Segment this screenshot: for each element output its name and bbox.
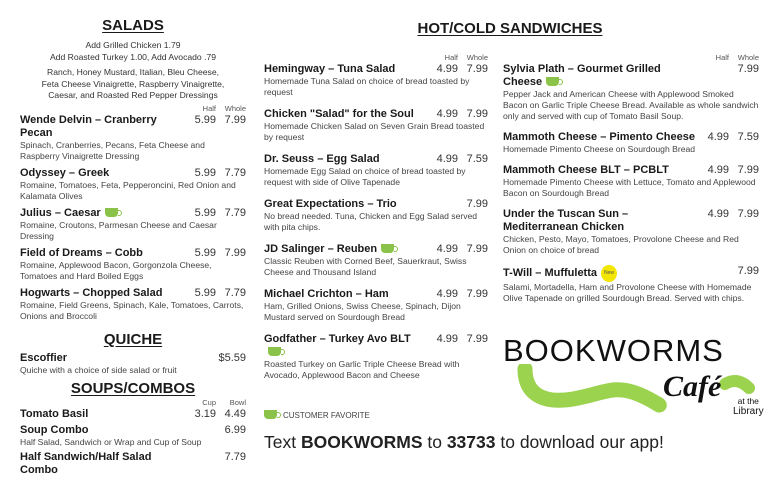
item-name-row [20, 114, 246, 140]
menu-item [20, 167, 246, 202]
whole-price: 7.59 [466, 153, 488, 165]
menu-item [20, 451, 246, 477]
item-name-text: Soup Combo [20, 423, 89, 436]
menu-item [264, 153, 488, 188]
app-download-banner [264, 432, 664, 453]
half-price: 3.19 [194, 407, 216, 420]
soups-heading: SOUPS/COMBOS [70, 379, 196, 397]
salads-whole-header: Whole [224, 103, 246, 113]
addon-note: Add Roasted Turkey 1.00, Add Avocado .79 [49, 51, 217, 62]
half-price: 4.99 [436, 63, 458, 75]
item-name-text: JD Salinger – Reuben [264, 243, 378, 255]
item-description: Homemade Pimento Cheese on Sourdough Bread [503, 144, 696, 154]
legend-label: CUSTOMER FAVORITE [283, 411, 370, 420]
sandwiches-half-header: Half [444, 53, 458, 62]
whole-price: 7.99 [737, 63, 759, 75]
item-name-row [503, 131, 759, 144]
half-price: 4.99 [436, 153, 458, 165]
menu-item [264, 288, 488, 323]
menu-item [503, 164, 759, 199]
menu-item [503, 265, 759, 304]
item-name-row [264, 153, 488, 166]
item-name-row [503, 208, 759, 234]
customer-favorite-legend [264, 410, 370, 421]
item-name-row [264, 198, 488, 211]
menu-item [20, 114, 246, 162]
item-name-text: Chicken "Salad" for the Soul [264, 108, 414, 120]
dressing-note: Ranch, Honey Mustard, Italian, Bleu Cheese, [47, 67, 219, 77]
item-name-row [20, 408, 246, 421]
item-description: Salami, Mortadella, Ham and Provolone Cheese with Homemade Olive Tapenade on grilled Sourdough Bread. Served with chips. [503, 282, 752, 303]
customer-favorite-cup-icon [381, 244, 394, 253]
item-name-text: Mammoth Cheese – Pimento Cheese [503, 131, 695, 143]
whole-price: 7.79 [224, 206, 246, 219]
item-name-text: Under the Tuscan Sun – Mediterranean Chicken [503, 208, 629, 233]
new-badge: New [601, 265, 617, 282]
item-name-text: Field of Dreams – Cobb [20, 246, 143, 259]
item-name [20, 451, 186, 477]
whole-price: 7.99 [737, 265, 759, 277]
menu-item [264, 243, 488, 278]
item-description: Homemade Chicken Salad on Seven Grain Bread toasted by request [264, 121, 485, 142]
menu-item [20, 424, 246, 448]
item-description: Classic Reuben with Corned Beef, Sauerkraut, Swiss Cheese and Thousand Island [264, 256, 467, 277]
footer-shortcode: 33733 [446, 432, 496, 452]
addon-note: Add Grilled Chicken 1.79 [85, 40, 181, 50]
item-name [20, 352, 186, 365]
item-name [503, 265, 699, 282]
salads-heading: SALADS [102, 17, 164, 34]
footer-text: to download our app! [495, 432, 664, 452]
item-description: Homemade Pimento Cheese with Lettuce, Tomato and Applewood Bacon on Sourdough Bread [503, 177, 756, 198]
logo-at-the: at the [737, 396, 759, 406]
item-name-row [20, 352, 246, 365]
item-name-row [503, 63, 759, 89]
item-description: Romaine, Croutons, Parmesan Cheese and Caesar Dressing [20, 219, 217, 241]
whole-price: 7.99 [224, 113, 246, 126]
logo-wordmark: BOOKWORMS [503, 333, 724, 368]
left-column [20, 17, 246, 480]
half-price: 5.99 [194, 113, 216, 126]
item-name-text: Sylvia Plath – Gourmet Grilled Cheese [503, 63, 661, 88]
whole-price: 7.79 [224, 286, 246, 299]
half-price: 4.99 [707, 131, 729, 143]
item-description: Chicken, Pesto, Mayo, Tomatoes, Provolone Cheese and Red Onion on choice of bread [503, 234, 739, 255]
logo-cafe: Café [663, 370, 722, 403]
right-column [503, 53, 759, 313]
item-name-row [264, 108, 488, 121]
whole-price: 7.99 [737, 208, 759, 220]
menu-item [20, 247, 246, 282]
half-price: 4.99 [436, 243, 458, 255]
menu-item [20, 352, 246, 376]
item-name-row [20, 424, 246, 437]
menu-item [20, 207, 246, 242]
quiche-heading: QUICHE [103, 330, 163, 348]
item-description: No bread needed. Tuna, Chicken and Egg Salad served with pita chips. [264, 211, 478, 232]
item-name [264, 288, 428, 301]
item-name-text: Escoffier [20, 351, 68, 364]
item-description: Romaine, Field Greens, Spinach, Kale, Tomatoes, Carrots, Onions and Broccoli [20, 299, 244, 321]
sandwiches-heading: HOT/COLD SANDWICHES [417, 20, 603, 37]
item-name [503, 164, 699, 177]
item-name-text: Hemingway – Tuna Salad [264, 63, 396, 75]
item-name-text: Tomato Basil [20, 407, 89, 420]
item-name-text: Half Sandwich/Half Salad Combo [20, 450, 152, 476]
item-name [264, 198, 428, 211]
whole-price: 7.99 [466, 108, 488, 120]
item-name [20, 408, 186, 421]
item-name-row [503, 265, 759, 282]
soups-bowl-header: Bowl [229, 397, 246, 407]
whole-price: 7.99 [466, 198, 488, 210]
item-description: Romaine, Tomatoes, Feta, Pepperoncini, Red Onion and Kalamata Olives [20, 179, 236, 201]
bookworms-logo [503, 334, 773, 429]
half-price: 4.99 [436, 333, 458, 345]
item-name [20, 167, 186, 180]
soups-cup-header: Cup [202, 397, 216, 407]
item-name-text: Odyssey – Greek [20, 166, 110, 179]
customer-favorite-cup-icon [268, 347, 281, 356]
item-name [264, 63, 428, 76]
item-name-row [264, 333, 488, 359]
item-name-row [264, 63, 488, 76]
half-price: 5.99 [194, 246, 216, 259]
item-name [503, 208, 699, 234]
menu-item [264, 108, 488, 143]
item-description: Roasted Turkey on Garlic Triple Cheese Bread with Avocado, Applewood Bacon and Cheese [264, 359, 460, 380]
whole-price: 7.99 [466, 333, 488, 345]
item-description: Spinach, Cranberries, Pecans, Feta Cheese and Raspberry Vinaigrette Dressing [20, 139, 205, 161]
item-description: Romaine, Applewood Bacon, Gorgonzola Cheese, Tomatoes and Hard Boiled Eggs [20, 259, 212, 281]
customer-favorite-cup-icon [546, 77, 559, 86]
whole-price: 6.99 [224, 423, 246, 436]
item-name [20, 287, 186, 300]
item-name-row [264, 288, 488, 301]
whole-price: 7.99 [466, 288, 488, 300]
whole-price: 7.79 [224, 450, 246, 463]
half-price: 5.99 [194, 206, 216, 219]
center-column [264, 53, 488, 391]
item-name [20, 247, 186, 260]
item-description: Quiche with a choice of side salad or fruit [20, 364, 177, 375]
whole-price: 7.99 [224, 246, 246, 259]
dressing-note: Caesar, and Roasted Red Pepper Dressings [48, 90, 218, 100]
whole-price: 4.49 [224, 407, 246, 420]
whole-price: 7.99 [737, 164, 759, 176]
item-name-text: Mammoth Cheese BLT – PCBLT [503, 164, 669, 176]
item-name [20, 207, 186, 220]
customer-favorite-cup-icon [105, 208, 118, 217]
item-name-text: Hogwarts – Chopped Salad [20, 286, 163, 299]
menu-item [264, 63, 488, 98]
item-description: Half Salad, Sandwich or Wrap and Cup of Soup [20, 436, 202, 447]
footer-text: Text [264, 432, 301, 452]
logo-library: Library [733, 406, 764, 417]
item-description: Pepper Jack and American Cheese with Applewood Smoked Bacon on Garlic Triple Cheese Bread. Available as whole sandwich only and served with cup of Tomato Basil Soup. [503, 89, 759, 121]
item-name-text: Julius – Caesar [20, 206, 101, 219]
menu-item [20, 287, 246, 322]
item-name-row [20, 451, 246, 477]
whole-price: 7.79 [224, 166, 246, 179]
sandwiches-half-header-right: Half [715, 53, 729, 62]
half-price: 4.99 [707, 164, 729, 176]
salads-half-header: Half [202, 103, 216, 113]
menu-item [20, 408, 246, 421]
dressing-note: Feta Cheese Vinaigrette, Raspberry Vinaigrette, [41, 78, 225, 89]
item-name [20, 424, 186, 437]
soups-column-headers [20, 398, 246, 408]
item-name-row [20, 247, 246, 260]
salads-addons [20, 40, 246, 102]
half-price: 4.99 [436, 108, 458, 120]
item-description: Ham, Grilled Onions, Swiss Cheese, Spinach, Dijon Mustard served on Sourdough Bread [264, 301, 461, 322]
whole-price: $5.59 [218, 351, 246, 364]
item-name-text: T-Will – Muffuletta [503, 267, 598, 279]
item-name-row [503, 164, 759, 177]
item-description: Homemade Egg Salad on choice of bread toasted by request with side of Olive Tapenade [264, 166, 466, 187]
menu-item [503, 131, 759, 155]
sandwiches-whole-header: Whole [466, 53, 488, 62]
sandwiches-column-headers [264, 53, 488, 63]
item-name-text: Michael Crichton – Ham [264, 288, 389, 300]
item-name [503, 131, 699, 144]
half-price: 4.99 [436, 288, 458, 300]
salads-column-headers [20, 104, 246, 114]
item-name-row [20, 167, 246, 180]
menu-item [503, 63, 759, 122]
whole-price: 7.99 [466, 63, 488, 75]
menu-item [503, 208, 759, 256]
menu-item [264, 333, 488, 381]
item-description: Homemade Tuna Salad on choice of bread toasted by request [264, 76, 470, 97]
footer-text: to [422, 432, 447, 452]
footer-keyword: BOOKWORMS [300, 432, 423, 452]
half-price: 4.99 [707, 208, 729, 220]
item-name-text: Wende Delvin – Cranberry Pecan [20, 113, 157, 139]
whole-price: 7.59 [737, 131, 759, 143]
item-name [264, 108, 428, 121]
sandwiches-whole-header-right: Whole [737, 53, 759, 62]
sandwiches-column-headers-right [503, 53, 759, 63]
item-name-row [20, 207, 246, 220]
item-name [264, 153, 428, 166]
item-name-text: Godfather – Turkey Avo BLT [264, 333, 411, 345]
item-name [264, 333, 428, 359]
item-name [20, 114, 186, 140]
whole-price: 7.99 [466, 243, 488, 255]
cup-icon [264, 410, 277, 419]
half-price: 5.99 [194, 166, 216, 179]
item-name-row [20, 287, 246, 300]
item-name-text: Dr. Seuss – Egg Salad [264, 153, 380, 165]
menu-item [264, 198, 488, 233]
item-name-text: Great Expectations – Trio [264, 198, 397, 210]
worm-icon [503, 364, 763, 424]
half-price: 5.99 [194, 286, 216, 299]
item-name [264, 243, 428, 256]
item-name [503, 63, 699, 89]
item-name-row [264, 243, 488, 256]
